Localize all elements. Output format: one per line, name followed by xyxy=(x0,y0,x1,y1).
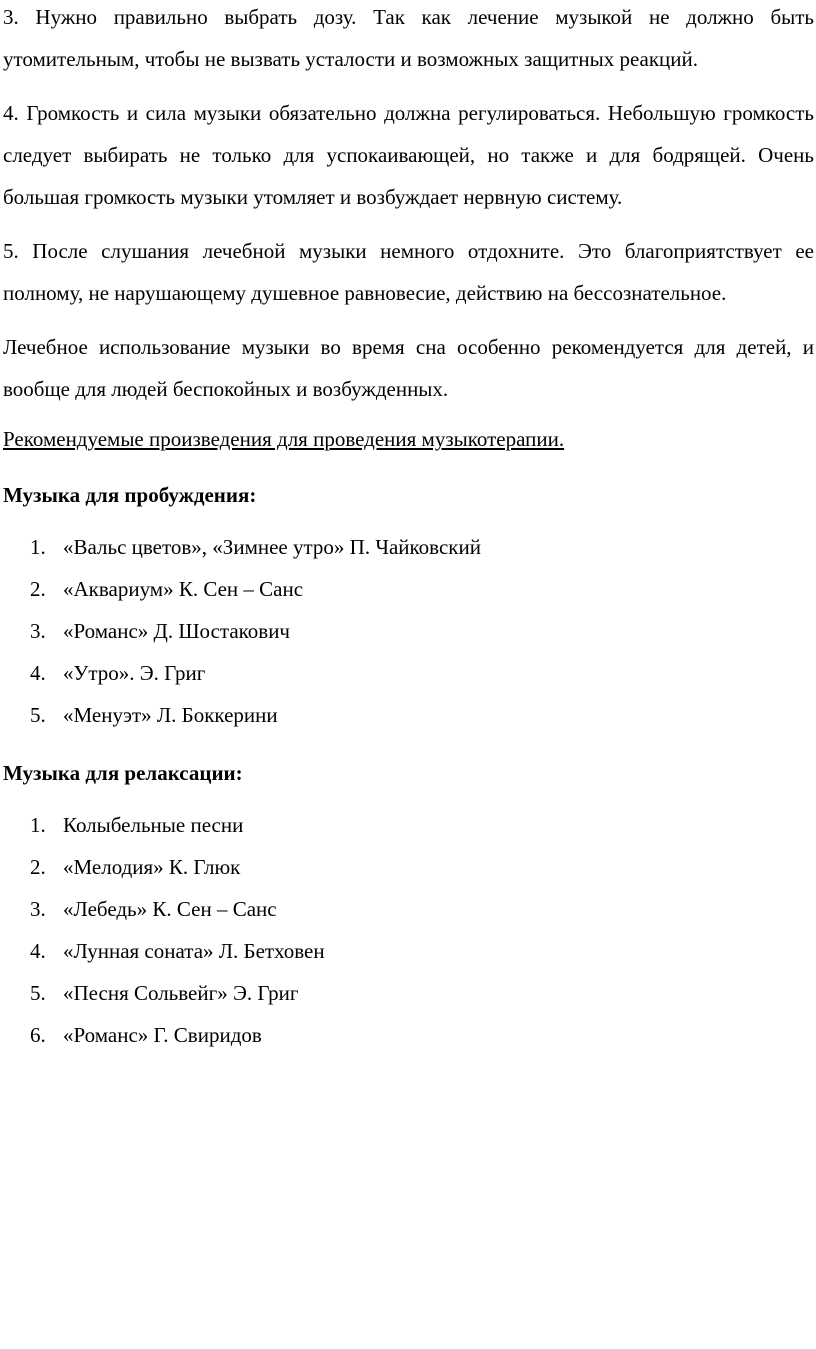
list-item-text: «Романс» Г. Свиридов xyxy=(63,1023,262,1047)
list-item-text: Колыбельные песни xyxy=(63,813,244,837)
list-item-text: «Песня Сольвейг» Э. Григ xyxy=(63,981,299,1005)
list-item-text: «Мелодия» К. Глюк xyxy=(63,855,241,879)
list-item-number: 3. xyxy=(30,897,46,921)
list-item xyxy=(3,694,814,736)
list-item-text: «Романс» Д. Шостакович xyxy=(63,619,290,643)
list-item-text: «Менуэт» Л. Боккерини xyxy=(63,703,278,727)
paragraph-sleep: Лечебное использование музыки во время сна особенно рекомендуется для детей, и вообще для людей беспокойных и возбужденных. xyxy=(3,335,814,401)
list-item-text: «Аквариум» К. Сен – Санс xyxy=(63,577,304,601)
list-item-text: «Утро». Э. Григ xyxy=(63,661,206,685)
list-item xyxy=(3,804,814,846)
list-item-text: «Лебедь» К. Сен – Санс xyxy=(63,897,277,921)
list-item-number: 3. xyxy=(30,619,46,643)
list-item-number: 6. xyxy=(30,1023,46,1047)
paragraph-volume: 4. Громкость и сила музыки обязательно должна регулироваться. Небольшую громкость следует выбирать не только для успокаивающей, но также и для бодрящей. Очень большая громкость музыки утомляет и возбуждает нервную систему. xyxy=(3,101,814,209)
list-item-number: 4. xyxy=(30,939,46,963)
list-item-number: 1. xyxy=(30,535,46,559)
list-item xyxy=(3,930,814,972)
recommended-works-title: Рекомендуемые произведения для проведения музыкотерапии. xyxy=(3,427,565,451)
paragraph-rest: 5. После слушания лечебной музыки немного отдохните. Это благоприятствует ее полному, не нарушающему душевное равновесие, действию на бессознательное. xyxy=(3,239,814,305)
list-item-number: 1. xyxy=(30,813,46,837)
list-item xyxy=(3,526,814,568)
awakening-list xyxy=(3,526,814,736)
list-item-number: 2. xyxy=(30,855,46,879)
list-item xyxy=(3,1014,814,1056)
list-item xyxy=(3,972,814,1014)
list-item-number: 4. xyxy=(30,661,46,685)
list-item-number: 5. xyxy=(30,981,46,1005)
awakening-heading: Музыка для пробуждения: xyxy=(3,483,257,507)
paragraph-dose: 3. Нужно правильно выбрать дозу. Так как лечение музыкой не должно быть утомительным, чтобы не вызвать усталости и возможных защитных реакций. xyxy=(3,5,814,71)
list-item xyxy=(3,568,814,610)
list-item xyxy=(3,652,814,694)
list-item xyxy=(3,610,814,652)
list-item-text: «Вальс цветов», «Зимнее утро» П. Чайковский xyxy=(63,535,481,559)
list-item xyxy=(3,846,814,888)
list-item-text: «Лунная соната» Л. Бетховен xyxy=(63,939,325,963)
relaxation-list xyxy=(3,804,814,1056)
relaxation-heading: Музыка для релаксации: xyxy=(3,761,243,785)
list-item-number: 5. xyxy=(30,703,46,727)
list-item xyxy=(3,888,814,930)
list-item-number: 2. xyxy=(30,577,46,601)
